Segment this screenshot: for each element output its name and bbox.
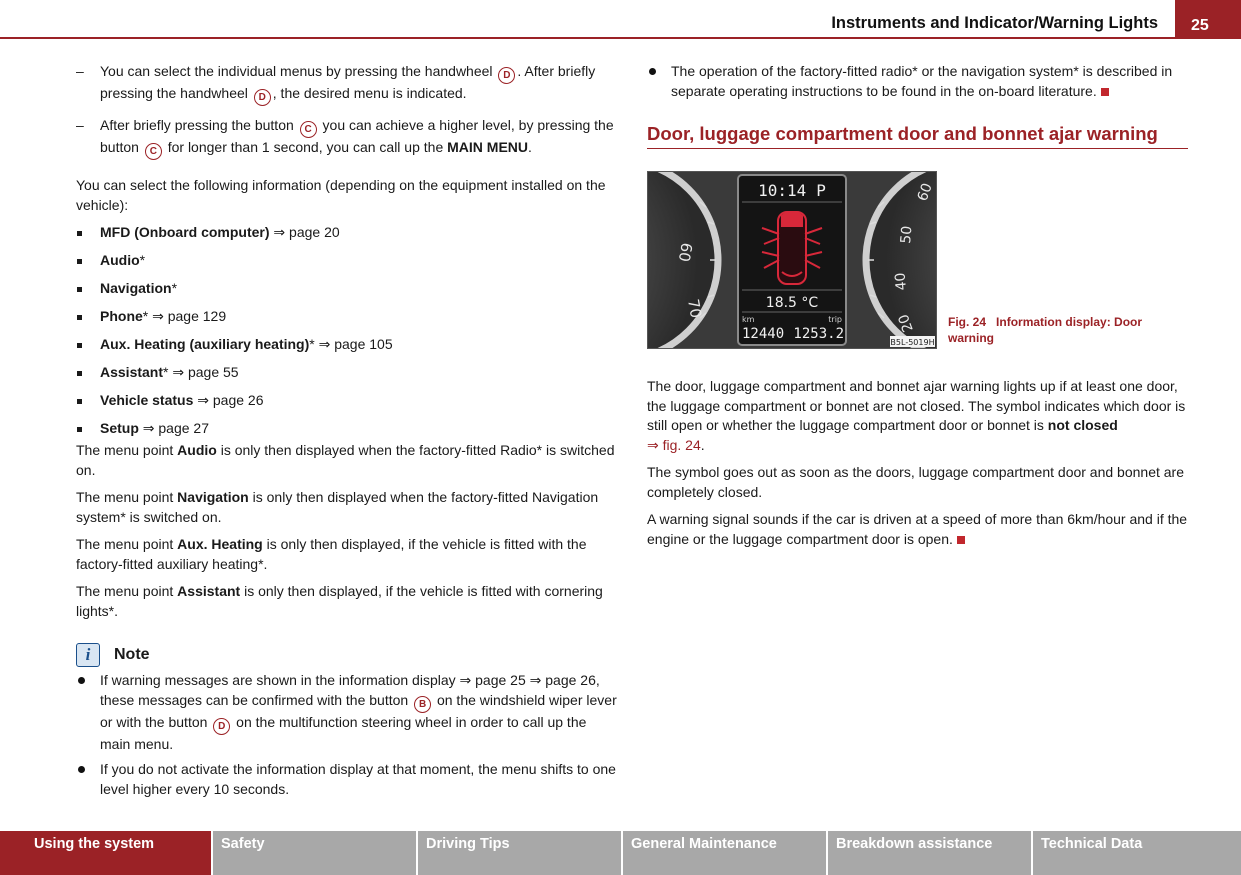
dash-item-handwheel [76, 62, 618, 106]
button-d-symbol: D [254, 89, 271, 106]
gauge-tick-label: 20 [895, 311, 917, 335]
dash-marker: – [76, 63, 84, 79]
radio-bullet: The operation of the factory-fitted radio* or the navigation system* is described in separate operating instructions to be found in the on-board literature. [647, 62, 1188, 101]
gauge-tick-label: 60 [914, 181, 936, 204]
text: . [528, 139, 532, 155]
instrument-cluster-illustration [648, 172, 936, 348]
tab-using-the-system[interactable]: Using the system [0, 831, 211, 875]
bullet-dot [649, 68, 656, 75]
list-item: Audio* [76, 251, 618, 279]
button-d-symbol: D [498, 67, 515, 84]
note-item: If warning messages are shown in the information display ⇒ page 25 ⇒ page 26, these messages can be confirmed with the button B on the windshield wiper lever or with the button D on the multifunction steering wheel in order to call up the main menu. [76, 671, 618, 754]
end-of-section-icon [1101, 88, 1109, 96]
paragraph-navigation: The menu point Navigation is only then displayed when the factory-fitted Navigation system* is switched on. [76, 489, 599, 525]
gauge-tick-label: 40 [892, 271, 910, 292]
gauge-tick-label: 70 [684, 297, 706, 320]
info-icon: i [76, 643, 100, 667]
figure [647, 171, 1188, 371]
footer-nav [0, 831, 1241, 875]
tab-general-maintenance[interactable]: General Maintenance [623, 831, 826, 875]
right-column [647, 62, 1188, 557]
trip-value: 1253.2 [793, 326, 844, 342]
button-b-symbol: B [414, 696, 431, 713]
figure-image [647, 171, 937, 349]
list-item: Aux. Heating (auxiliary heating)* ⇒ page 105 [76, 335, 618, 363]
figure-caption: Fig. 24 Information display: Door warning [948, 315, 1143, 345]
text: you can achieve a higher level, by pressing the button [100, 117, 614, 155]
chapter-title: Instruments and Indicator/Warning Lights [831, 14, 1158, 32]
header-rule [0, 37, 1175, 39]
figure-reference-link[interactable]: ⇒ fig. 24 [647, 436, 701, 453]
trip-label: trip [828, 315, 842, 324]
paragraph-audio: The menu point Audio is only then displayed when the factory-fitted Radio* is switched on. [76, 442, 615, 478]
list-item: Setup ⇒ page 27 [76, 419, 618, 441]
button-c-symbol: C [300, 121, 317, 138]
dash-item-button-c [76, 116, 618, 160]
page-number: 25 [1175, 0, 1241, 39]
paragraph-symbol-out: The symbol goes out as soon as the doors, luggage compartment door and bonnet are completely closed. [647, 464, 1185, 500]
bullet-dot [78, 677, 85, 684]
image-code: B5L-5019H [890, 338, 935, 347]
button-d-symbol: D [213, 718, 230, 735]
list-item: MFD (Onboard computer) ⇒ page 20 [76, 223, 618, 251]
note-header [76, 643, 618, 667]
section-heading: Door, luggage compartment door and bonnet ajar warning [647, 123, 1188, 149]
paragraph-warning-signal: A warning signal sounds if the car is driven at a speed of more than 6km/hour and if the engine or the luggage compartment door is open. [647, 511, 1188, 547]
odometer-value: 12440 [742, 326, 785, 342]
tab-driving-tips[interactable]: Driving Tips [418, 831, 621, 875]
list-item: Assistant* ⇒ page 55 [76, 363, 618, 391]
left-column [76, 62, 618, 805]
text: . After briefly pressing the handwheel [100, 63, 596, 101]
tab-safety[interactable]: Safety [213, 831, 416, 875]
note-item: If you do not activate the information display at that moment, the menu shifts to one level higher every 10 seconds. [76, 760, 618, 799]
menu-list [76, 223, 618, 441]
display-temperature: 18.5 °C [765, 295, 819, 311]
text: for longer than 1 second, you can call up the [163, 139, 448, 155]
end-of-section-icon [957, 536, 965, 544]
paragraph-assistant: The menu point Assistant is only then displayed, if the vehicle is fitted with cornering lights*. [76, 583, 603, 619]
gauge-tick-label: 50 [898, 225, 916, 245]
paragraph-door-warning: The door, luggage compartment and bonnet ajar warning lights up if at least one door, the luggage compartment or bonnet are not closed. The symbol indicates which door is still open or whether the luggage compartment door or bonnet is not closed ⇒ fig. 24. [647, 378, 1186, 453]
list-item: Vehicle status ⇒ page 26 [76, 391, 618, 419]
button-c-symbol: C [145, 143, 162, 160]
display-time: 10:14 P [758, 181, 826, 200]
bullet-dot [78, 766, 85, 773]
text: After briefly pressing the button [100, 117, 298, 133]
list-item: Navigation* [76, 279, 618, 307]
km-label: km [742, 315, 755, 324]
tab-technical-data[interactable]: Technical Data [1033, 831, 1241, 875]
tab-breakdown-assistance[interactable]: Breakdown assistance [828, 831, 1031, 875]
dash-marker: – [76, 117, 84, 133]
text: You can select the individual menus by pressing the handwheel [100, 63, 497, 79]
paragraph-aux-heating: The menu point Aux. Heating is only then displayed, if the vehicle is fitted with the factory-fitted auxiliary heating*. [76, 536, 587, 572]
main-menu-term: MAIN MENU [447, 139, 529, 155]
intro-paragraph: You can select the following information (depending on the equipment installed on the vehicle): [76, 177, 606, 213]
gauge-tick-label: 60 [674, 241, 696, 264]
text: , the desired menu is indicated. [272, 85, 467, 101]
note-title: Note [114, 646, 150, 664]
list-item: Phone* ⇒ page 129 [76, 307, 618, 335]
